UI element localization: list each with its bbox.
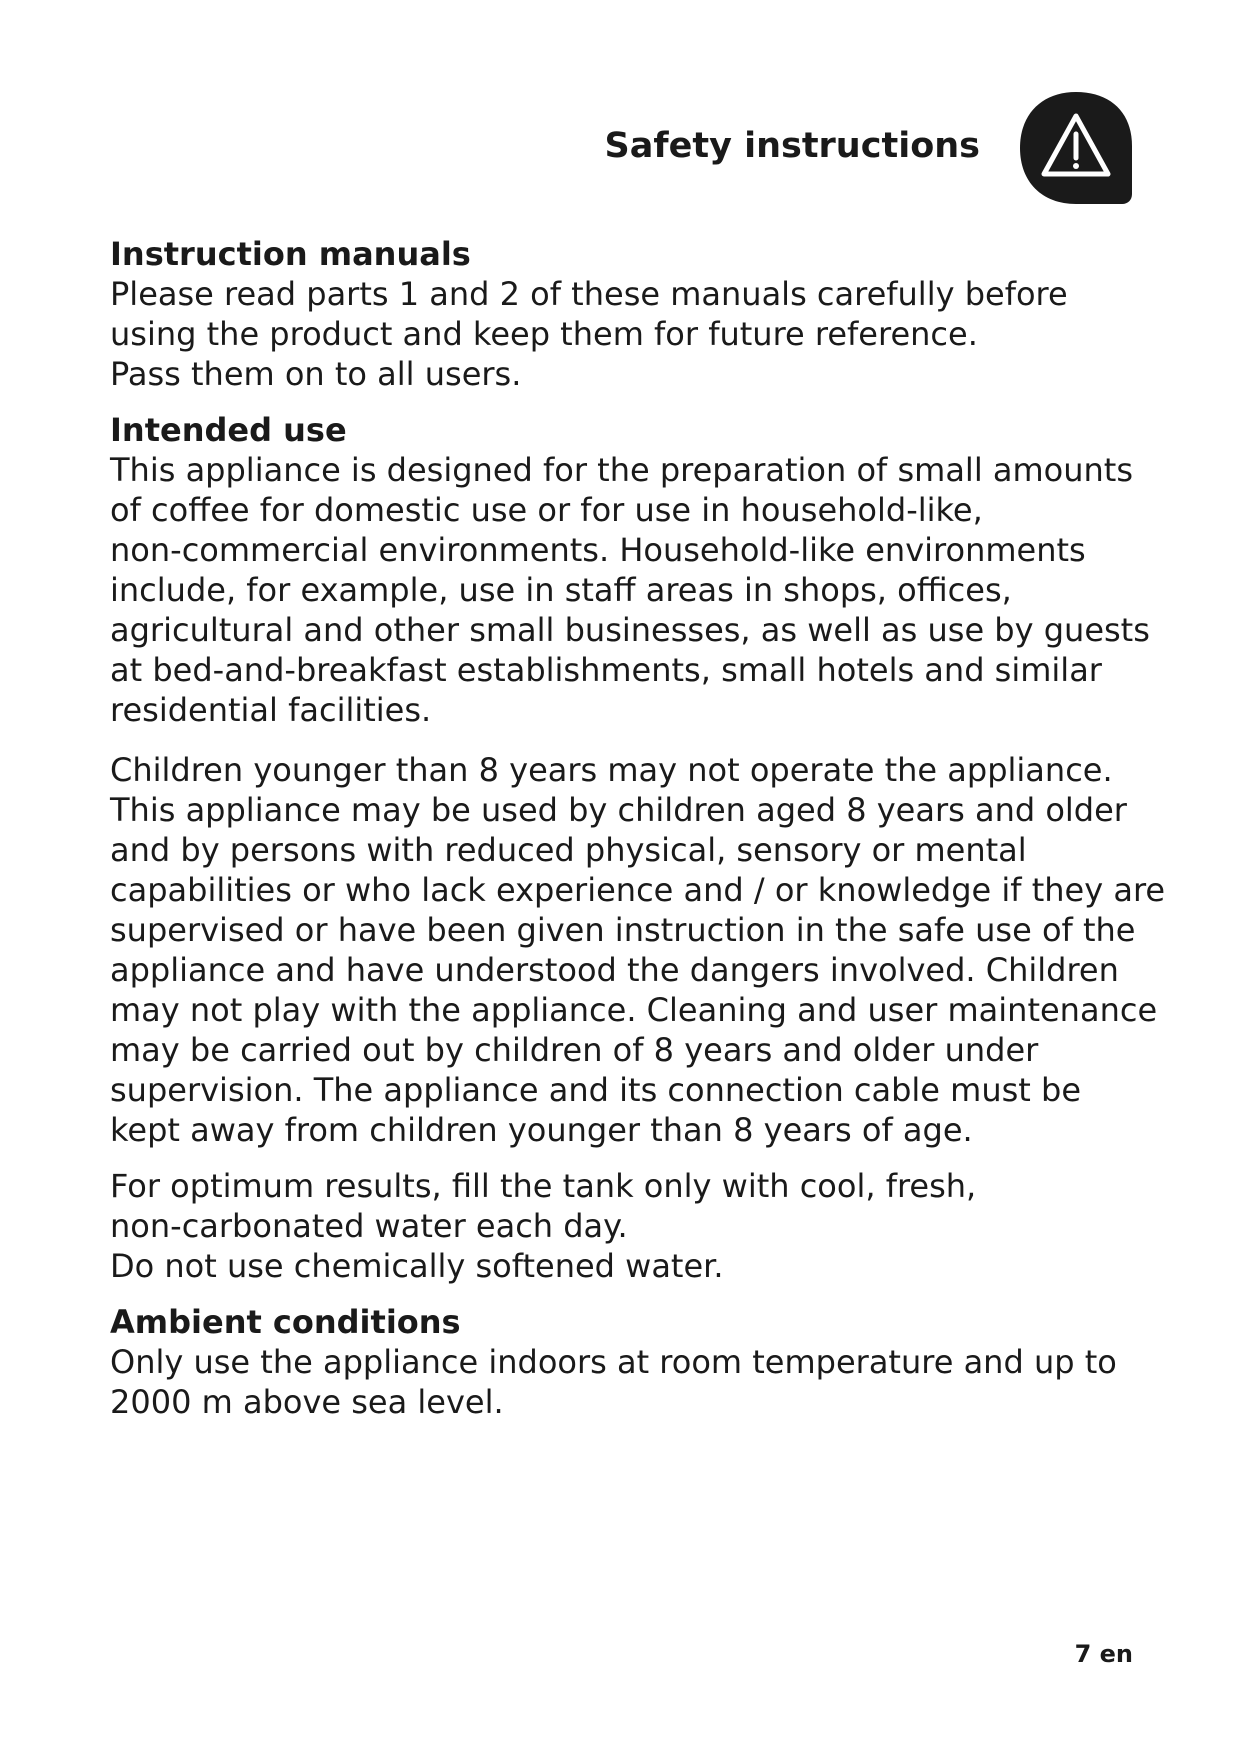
text-line: may not play with the appliance. Cleaning and user maintenance (110, 991, 1158, 1029)
section-intended-use (110, 410, 1166, 1286)
text-line: Only use the appliance indoors at room temperature and up to (110, 1343, 1117, 1381)
text-line: agricultural and other small businesses, as well as use by guests (110, 611, 1150, 649)
page-title: Safety instructions (604, 126, 980, 166)
text-line: appliance and have understood the dangers involved. Children (110, 951, 1119, 989)
paragraph (110, 750, 1166, 1150)
paragraph (110, 1342, 1150, 1422)
text-line: Please read parts 1 and 2 of these manuals carefully before (110, 275, 1068, 313)
text-line: using the product and keep them for future reference. (110, 315, 978, 353)
text-line: of coffee for domestic use or for use in household-like, (110, 491, 983, 529)
text-line: capabilities or who lack experience and / or knowledge if they are (110, 871, 1166, 909)
text-line: residential facilities. (110, 691, 432, 729)
paragraph (110, 1166, 1150, 1286)
text-line: and by persons with reduced physical, sensory or mental (110, 831, 1027, 869)
text-line: non-commercial environments. Household-like environments (110, 531, 1086, 569)
text-line: For optimum results, fill the tank only with cool, fresh, (110, 1167, 977, 1205)
text-line: This appliance may be used by children aged 8 years and older (110, 791, 1127, 829)
section-heading: Instruction manuals (110, 235, 471, 273)
text-line: Do not use chemically softened water. (110, 1247, 724, 1285)
text-line: 2000 m above sea level. (110, 1383, 504, 1421)
text-line: Pass them on to all users. (110, 355, 522, 393)
section-heading: Ambient conditions (110, 1303, 461, 1341)
warning-triangle-icon (1018, 90, 1134, 206)
paragraph (110, 274, 1150, 394)
text-line: kept away from children younger than 8 years of age. (110, 1111, 973, 1149)
text-line: supervised or have been given instruction in the safe use of the (110, 911, 1136, 949)
section-ambient-conditions (110, 1302, 1150, 1422)
page-number: 7 en (1074, 1640, 1133, 1668)
section-instruction-manuals (110, 234, 1150, 394)
text-line: may be carried out by children of 8 years and older under (110, 1031, 1039, 1069)
text-line: This appliance is designed for the preparation of small amounts (110, 451, 1134, 489)
text-line: include, for example, use in staff areas in shops, offices, (110, 571, 1012, 609)
text-line: non-carbonated water each day. (110, 1207, 628, 1245)
section-heading: Intended use (110, 411, 347, 449)
text-line: supervision. The appliance and its connection cable must be (110, 1071, 1081, 1109)
content (110, 234, 1166, 1422)
paragraph (110, 450, 1150, 730)
text-line: at bed-and-breakfast establishments, small hotels and similar (110, 651, 1102, 689)
text-line: Children younger than 8 years may not operate the appliance. (110, 751, 1113, 789)
